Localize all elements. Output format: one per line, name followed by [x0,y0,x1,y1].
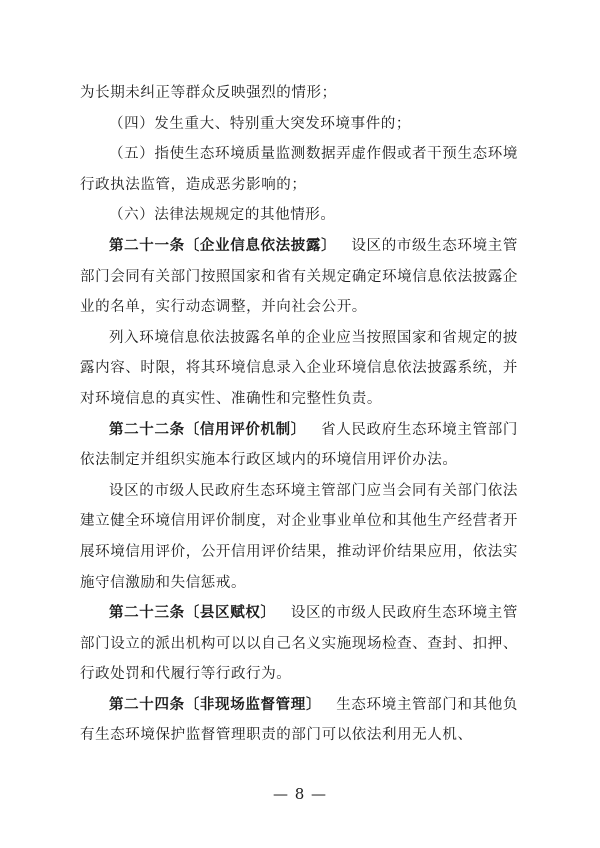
article-21-body: 设区的市级生态环境主管部门会同有关部门按照国家和省有关规定确定环境信息依法披露企业的名单，实行动态调整，并向社会公开。 [80,237,519,316]
article-21-heading: 第二十一条〔企业信息依法披露〕 [109,237,337,254]
continuation-text: 为长期未纠正等群众反映强烈的情形； [80,85,337,101]
item-4: （四）发生重大、特别重大突发环境事件的； [109,115,411,132]
article-24-heading: 第二十四条〔非现场监督管理〕 [109,696,322,713]
article-22 [80,415,518,476]
document-page [80,78,518,751]
article-23-heading: 第二十三条〔县区赋权〕 [109,605,276,622]
page-number: — 8 — [272,785,328,803]
article-24-body: 生态环境主管部门和其他负有生态环境保护监督管理职责的部门可以依法利用无人机、 [80,696,518,744]
article-23 [80,598,518,690]
article-22-heading: 第二十二条〔信用评价机制〕 [109,421,306,438]
item-6: （六）法律法规规定的其他情形。 [109,207,336,224]
article-21-para-2: 列入环境信息依法披露名单的企业应当按照国家和省规定的披露内容、时限，将其环境信息录入企业环境信息依法披露系统，并对环境信息的真实性、准确性和完整性负责。 [80,329,518,407]
article-22-body: 省人民政府生态环境主管部门依法制定并组织实施本行政区域内的环境信用评价办法。 [80,421,518,469]
item-5: （五）指使生态环境质量监测数据弄虚作假或者干预生态环境行政执法监管，造成恶劣影响的； [80,146,518,193]
article-21 [80,231,518,323]
article-22-para-2: 设区的市级人民政府生态环境主管部门应当会同有关部门依法建立健全环境信用评价制度，对企业事业单位和其他生产经营者开展环境信用评价，公开信用评价结果，推动评价结果应用，依法实施守信激励和失信惩戒。 [80,482,518,591]
article-24 [80,690,518,751]
article-23-body: 设区的市级人民政府生态环境主管部门设立的派出机构可以以自己名义实施现场检查、查封、扣押、行政处罚和代履行等行政行为。 [80,605,519,683]
